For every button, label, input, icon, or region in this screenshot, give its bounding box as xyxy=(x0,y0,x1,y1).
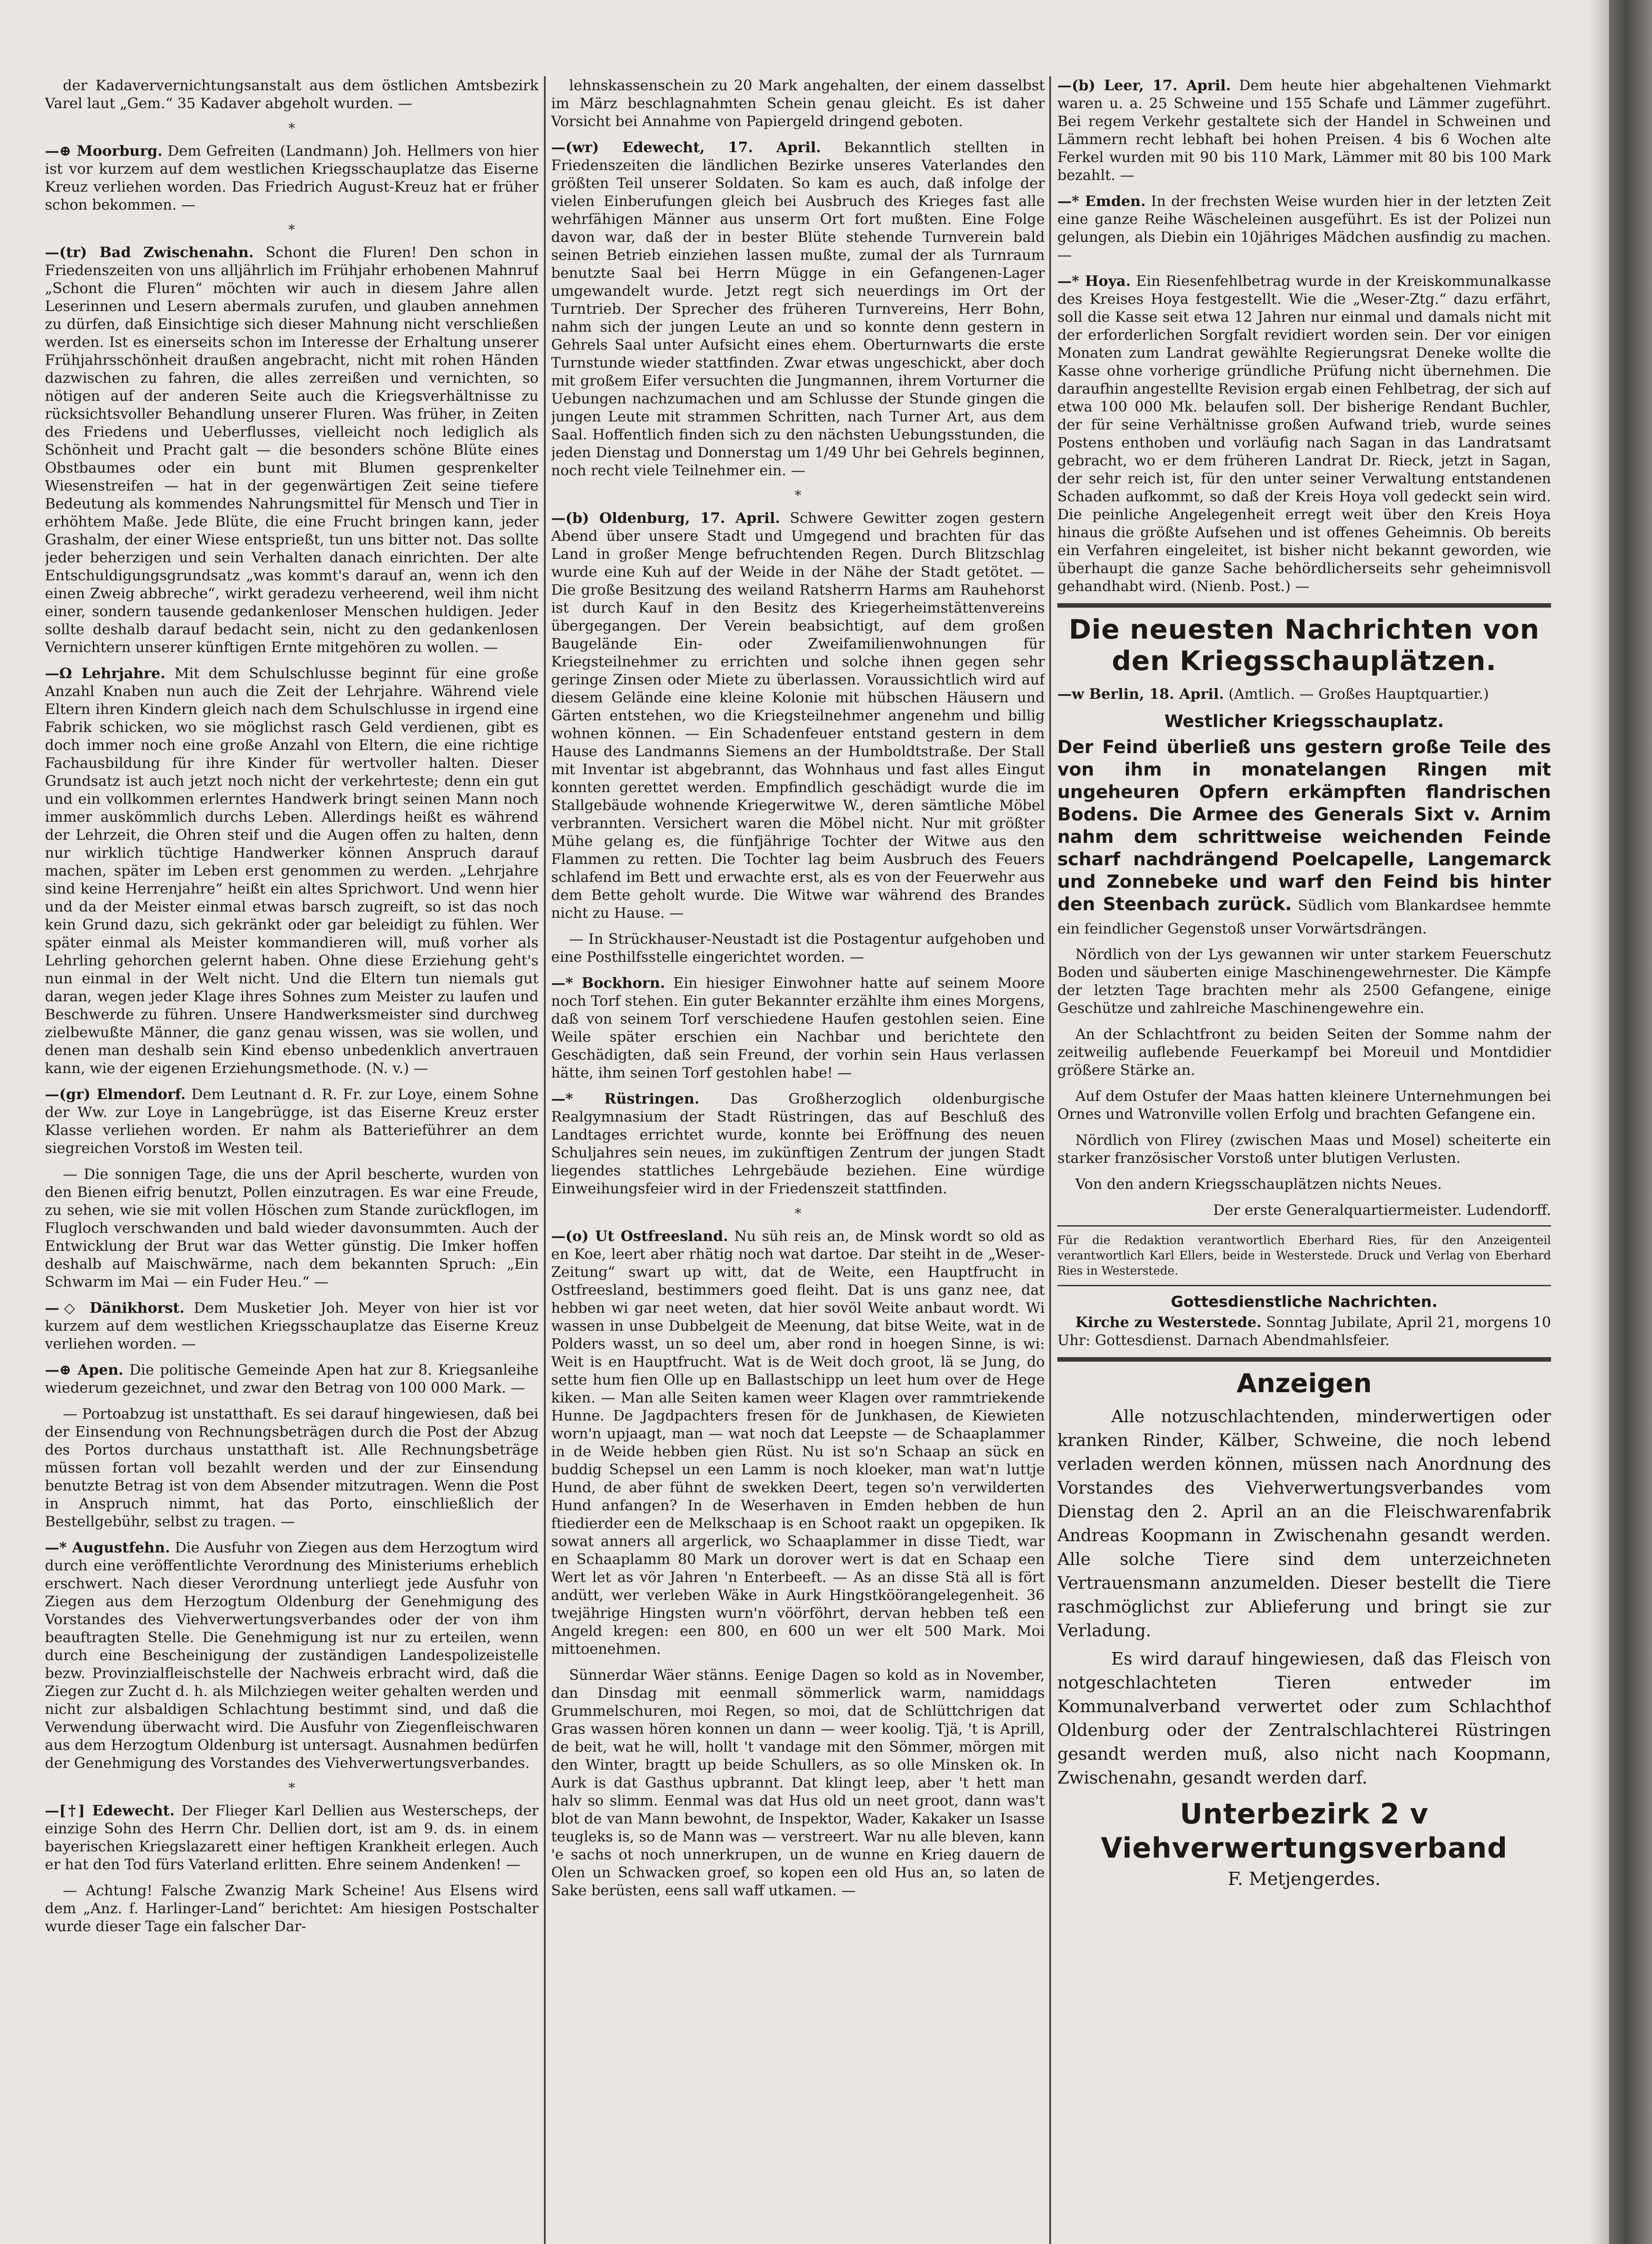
article-body: Dem Musketier Joh. Meyer von hier ist vor kurzem auf dem westlichen Kriegsschauplatze das Eiserne Kreuz verliehen worden. — xyxy=(45,1299,539,1352)
war-report-paragraph: Von den andern Kriegsschauplätzen nichts Neues. xyxy=(1075,1175,1442,1192)
war-report-signature: Der erste Generalquartiermeister. Ludendorff. xyxy=(1213,1201,1551,1218)
article-body: Der Flieger Karl Dellien aus Westerscheps, der einzige Sohn des Herrn Chr. Dellien dort, ist am 9. ds. in einem bayerischen Kriegslazarett einer heftigen Krankheit erlegen. Auch er hat den Tod fürs Vaterland erlitten. Ehre seinem Andenken! — xyxy=(45,1802,539,1873)
article-dateline: —⊕ Apen. xyxy=(45,1361,124,1378)
church-notice-title: Gottesdienstliche Nachrichten. xyxy=(1170,1293,1438,1311)
ads-divider xyxy=(1057,1357,1551,1362)
news-article xyxy=(45,1361,539,1397)
article-separator: * xyxy=(794,1206,802,1222)
news-article xyxy=(45,1165,539,1291)
war-report-lead: Der Feind überließ uns gestern große Teile des von ihm in monatelangen Ringen mit ungeheuren Opfern erkämpften flandrischen Bodens. Die Armee des Generals Sixt v. Arnim nahm dem schrittweise weichenden Feinde scharf nachdrängend Poelcapelle, Langemarck und Zonnebeke und warf den Feind bis hinter den Steenbach zurück. Südlich vom Blankardsee hemmte ein feindlicher Gegenstoß unser Vorwärtsdrängen. xyxy=(1057,737,1551,937)
ad-signature-org: Unterbezirk 2 v Viehverwertungsverband xyxy=(1100,1797,1508,1864)
article-separator: * xyxy=(288,222,295,238)
article-dateline: —* Bockhorn. xyxy=(551,974,665,991)
article-body: In der frechsten Weise wurden hier in der letzten Zeit eine ganze Reihe Wäscheleinen ausgeführt. Es ist der Polizei nun gelungen, als Diebin ein 10jähriges Mädchen ausfindig zu machen. — xyxy=(1057,193,1551,263)
imprint-divider-bottom xyxy=(1057,1285,1551,1286)
column-rule-left xyxy=(544,76,546,2244)
article-separator: * xyxy=(288,121,295,136)
article-body: Mit dem Schulschlusse beginnt für eine große Anzahl Knaben nun auch die Zeit der Lehrjahre. Während viele Eltern ihren Kindern gleich nach dem Schulschlusse in irgend eine Fabrik schicken, wo sie möglichst rasch Geld verdienen, gibt es doch immer noch eine große Anzahl von Eltern, die eine richtige Fachausbildung für ihre Kinder für wertvoller halten. Dieser Grundsatz ist auch jetzt noch nicht der verkehrteste; denn ein gut und ein vollkommen erlerntes Handwerk bringt seinen Mann noch immer auskömmlich durchs Leben. Allerdings heißt es während der Lehrzeit, die Ohren steif und die Augen offen zu halten, denn nur wirklich tüchtige Handwerker können Anspruch darauf machen, später im Leben erst genommen zu werden. „Lehrjahre sind keine Herrenjahre“ heißt ein altes Sprichwort. Und wenn hier und da der Meister einmal etwas barsch zugreift, so ist das noch kein Grund dazu, sich gekränkt oder gar beleidigt zu fühlen. Wer später einmal als Meister kommandieren will, muß vorher als Lehrling gehorchen gelernt haben. Ohne diese Erziehung geht's nun einmal in der Welt nicht. Und die Eltern tun niemals gut daran, wegen jeder Klage ihres Sohnes zum Meister zu laufen und Beschwerde zu führen. Unsere Handwerksmeister sind durchweg zielbewußte Männer, die ganz genau wissen, was sie wollen, und denen man deshalb sein Kind ebenso unbedenklich anvertrauen kann, wie der eigenen Erziehungsmethode. (N. v.) — xyxy=(45,665,539,1077)
news-article xyxy=(551,76,1045,130)
article-body: Bekanntlich stellten in Friedenszeiten die ländlichen Bezirke unseres Vaterlandes den größten Teil unserer Soldaten. So kam es auch, daß infolge der vielen Einberufungen gleich bei Ausbruch des Krieges fast alle wehrfähigen Männer aus unserm Ort fort mußten. Eine Folge davon war, daß der in bester Blüte stehende Turnverein bald seinen Betrieb einziehen lassen mußte, zumal der als Turnraum benutzte Saal bei Herrn Mügge in ein Gefangenen-Lager umgewandelt wurde. Jetzt regt sich neuerdings im Ort der Turntrieb. Der Sprecher des früheren Turnvereins, Herr Bohn, nahm sich der jungen Leute an und so konnte denn gestern in Gehrels Saal unter Aufsicht eines ehem. Oberturnwarts die erste Turnstunde wieder stattfinden. Zwar etwas ungeschickt, aber doch mit großem Eifer versuchten die Jungmannen, ihrem Vorturner die Uebungen nachzumachen und am Schlusse der Stunde gingen die jungen Leute mit strammen Schritten, nach Turner Art, aus dem Saal. Hoffentlich finden sich zu den nächsten Uebungsstunden, die jeden Dienstag und Donnerstag um 1/49 Uhr bei Gehrels beginnen, noch recht viele Teilnehmer ein. — xyxy=(551,139,1045,479)
section-divider xyxy=(1057,603,1551,608)
war-news-headline: Die neuesten Nachrichten von den Kriegsschauplätzen. xyxy=(1069,614,1540,677)
article-body: — Achtung! Falsche Zwanzig Mark Scheine! Aus Elsens wird dem „Anz. f. Harlinger-Land“ berichtet: Am hiesigen Postschalter wurde dieser Tage ein falscher Dar- xyxy=(45,1882,539,1935)
article-body: Sünnerdar Wäer stänns. Eenige Dagen so kold as in November, dan Dinsdag mit eenmall sömmerlick warm, namiddags Grummelschuren, moi Regen, so moi, dat de Schlüttchrigen dat Gras wassen hören konnen un dann — weer koolig. Tjä, 't is Aprill, de beit, wat he will, hollt 't vandage mit den Sömmer, mörgen mit den Winter, bragtt up beide Schullers, as so olle Minsken ok. In Aurk is dat Gasthus upbrannt. Dat klingt leep, aber 't hett man halv so slimm. Eenmal was dat Hus old un neet groot, dann was't blot de van Mann bewohnt, de Inspektor, Wader, Kakaker un Isasse teugleks is, so de Mann was — verstreert. War nu alle bleven, kann 'e sachs ot noch unnerkrupen, un de wunne en Krieg dauern de Olen un Schwacken groef, so kopen een old Hus an, so laten de Sake berüsten, eens sall waff utkamen. — xyxy=(551,1666,1045,1899)
article-dateline: —⊕ Moorburg. xyxy=(45,142,162,159)
column-left xyxy=(45,76,539,2244)
ads-heading: Anzeigen xyxy=(1236,1368,1372,1398)
article-body: — Portoabzug ist unstatthaft. Es sei darauf hingewiesen, daß bei der Einsendung von Rechnungsbeträgen durch die Post der Abzug des Portos durchaus unstatthaft ist. Alle Rechnungsbeträge müssen fortan voll bezahlt werden und der zur Einsendung benutzte Betrag ist von dem Absender mitzutragen. Wenn die Post in Anspruch nimmt, hat das Porto, einschließlich der Bestellgebühr, selbst zu tragen. — xyxy=(45,1405,539,1530)
article-body: Dem Gefreiten (Landmann) Joh. Hellmers von hier ist vor kurzem auf dem westlichen Kriegsschauplatze das Eiserne Kreuz verliehen worden. Das Friedrich August-Kreuz hat er früher schon bekommen. — xyxy=(45,142,539,213)
article-dateline: —* Rüstringen. xyxy=(551,1090,700,1107)
war-report-paragraph: Nördlich von der Lys gewannen wir unter starkem Feuerschutz Boden und säuberten einige Maschinengewehrnester. Die Kämpfe der letzten Tage brachten mehr als 2500 Gefangene, einige Geschütze und zahlreiche Maschinengewehre ein. xyxy=(1057,946,1551,1017)
news-article xyxy=(45,76,539,112)
news-article xyxy=(551,1227,1045,1658)
imprint: Für die Redaktion verantwortlich Eberhard Ries, für den Anzeigenteil verantwortlich Karl Ellers, beide in Westerstede. Druck und Verlag von Eberhard Ries in Westerstede. xyxy=(1057,1234,1551,1278)
article-body: Dem heute hier abgehaltenen Viehmarkt waren u. a. 25 Schweine und 155 Schafe und Lämmer zugeführt. Bei regem Verkehr gestaltete sich der Handel in Schweinen und Lämmern recht lebhaft bei hohen Preisen. 4 bis 6 Wochen alte Ferkel wurden mit 90 bis 110 Mark, Lämmer mit 80 bis 100 Mark bezahlt. — xyxy=(1057,77,1551,184)
article-body: Nu süh reis an, de Minsk wordt so old as en Koe, leert aber rhätig noch wat dartoe. Dar steiht in de „Weser-Zeitung“ swart up witt, dat de Weite, een Hauptfrucht in Ostfreesland, bestimmers goed fleiht. Dat is uns ganz nee, dat hebben wi gar neet weten, dat hier sovöl Weite anbaut wordt. Wi wassen in unse Dubbelgeit de Meenung, dat bitse Weite, wat in de Polders wasst, un so deel um, aber rond in hoegen Sinne, is wi: Weit is en Hauptfrucht. Wat is de Weit doch groot, lä se Jung, do sette hum fien Olle up en Ballastschipp un leet hum over de Hege kiken. — Man alle Seiten kamen weer Klagen over rammtriekende Hunne. De Jagdpachters fresen för de Junkhasen, de Kiewieten worn'n upjaagt, man — wat noch dat Leepste — de Schaaplammer in de Weide hebben gien Rüst. Nu ist so'n Schaap an sück en buddig Schepsel un een Lamm is noch kloeker, man wat'n luttje Hund, de aber fühnt de swekken Deert, tegen so'n verwilderten Hund anfangen? In de Weserhaven in Emden hebben de hun ftiedierder een de Melkschaap is en Schoot raakt un opgepiken. Ik sowat anners all argerlick, wo Schaaplammer in disse Tiedt, war en Schaaplamm 80 Mark un dorover wert is dat en Schaap een Wert let as vör Jahren 'n Enterbeeft. — As an disse Stä all is fört andütt, wer verleben Wäke in Aurk Hingstköörangelegenheit. 36 twejährige Hingsten wurn'n vöörföhrt, dervan hebben teß een Angeld kregen: een 800, en 600 un wer elt 500 Mark. Moi mittoenehmen. xyxy=(551,1227,1045,1657)
ad-signature-name: F. Metjengerdes. xyxy=(1227,1869,1381,1889)
article-dateline: —Ω Lehrjahre. xyxy=(45,665,166,682)
news-article xyxy=(551,1090,1045,1197)
news-article xyxy=(45,664,539,1077)
page-fold-shadow xyxy=(1589,0,1609,2244)
war-report-paragraph: Auf dem Ostufer der Maas hatten kleinere Unternehmungen bei Ornes und Watronville vollen Erfolg und brachten Gefangene ein. xyxy=(1057,1087,1551,1122)
column-rule-right xyxy=(1049,76,1051,2244)
ad-paragraph: Es wird darauf hingewiesen, daß das Fleisch von notgeschlachteten Tieren entweder im Kommunalverband verwertet oder zum Schlachthof Oldenburg oder der Zentralschlachterei Rüstringen gesandt werden muß, also nicht nach Koopmann, Zwischenahn, gesandt werden darf. xyxy=(1057,1649,1551,1788)
article-body: Die Ausfuhr von Ziegen aus dem Herzogtum wird durch eine veröffentlichte Verordnung des Ministeriums erheblich erschwert. Nach dieser Verordnung unterliegt jede Ausfuhr von Ziegen aus dem Herzogtum Oldenburg der Genehmigung des Vorstandes des Viehverwertungsverbandes oder der von ihm beauftragten Stelle. Die Genehmigung ist nur zu erteilen, wenn durch eine Bescheinigung der zuständigen Landespolizeistelle bezw. Provinzialfleischstelle der Nachweis erbracht wird, daß die Ziegen zur Zucht d. h. als Milchziegen weiter gehalten werden und nicht zur alsbaldigen Schlachtung bestimmt sind, und daß die Verwendung überwacht wird. Die Ausfuhr von Ziegenfleischwaren aus dem Herzogtum Oldenburg ist untersagt. Ausnahmen bedürfen der Genehmigung des Vorstandes des Viehverwertungsverbandes. xyxy=(45,1539,539,1771)
news-article xyxy=(45,1085,539,1157)
imprint-divider xyxy=(1057,1225,1551,1227)
news-article xyxy=(45,1881,539,1935)
news-article xyxy=(1057,272,1551,595)
column-right xyxy=(1057,76,1551,2244)
article-body: Schont die Fluren! Den schon in Friedenszeiten von uns alljährlich im Frühjahr erhobenen Mahnruf „Schont die Fluren“ möchten wir auch in diesem Jahre allen Leserinnen und Lesern abermals zurufen, und glauben annehmen zu dürfen, daß Einsichtige sich dieser Mahnung nicht verschließen werden. Ist es einerseits schon im Interesse der Erhaltung unserer Frühjahrsschönheit draußen angebracht, nicht mit rohen Händen dazwischen zu fahren, die alles zerreißen und vernichten, so nötigen auf der anderen Seite auch die Kriegsverhältnisse zu rücksichtsvoller Behandlung unserer Fluren. Was früher, in Zeiten des Friedens und Ueberflusses, vielleicht noch lediglich als Schönheit und Pracht galt — die besonders schöne Blüte eines Obstbaumes oder ein bunt mit Blumen gesprenkelter Wiesenstreifen — hat in der gegenwärtigen Zeit seine tiefere Bedeutung als kommendes Nahrungsmittel für Mensch und Tier in erhöhtem Maße. Jede Blüte, die eine Frucht bringen kann, jeder Grashalm, der einer Wiese entsprießt, tun uns bitter not. Das sollte jeder beherzigen und sein Verhalten danach einrichten. Der alte Entschuldigungsgrundsatz „was kommt's darauf an, wenn ich den einen Zweig abbreche“, wirkt geradezu verheerend, weil ihm nicht einer, sondern tausende gedankenloser Menschen huldigen. Jeder sollte deshalb darauf bedacht sein, nicht zu den gedankenlosen Vernichtern unserer künftigen Ernte mitgehören zu wollen. — xyxy=(45,244,539,656)
scan-background-edge xyxy=(1609,0,1652,2244)
article-body: Die politische Gemeinde Apen hat zur 8. Kriegsanleihe wiederum gezeichnet, und zwar den Betrag von 100 000 Mark. — xyxy=(45,1361,539,1396)
article-dateline: —◇ Dänikhorst. xyxy=(45,1299,185,1316)
news-article xyxy=(45,1538,539,1772)
article-body: lehnskassenschein zu 20 Mark angehalten, der einem dasselbst im März beschlagnahmten Schein genau gleicht. Es ist daher Vorsicht bei Annahme von Papiergeld dringend geboten. xyxy=(551,77,1045,130)
news-article xyxy=(45,142,539,214)
article-dateline: —(o) Ut Ostfreesland. xyxy=(551,1227,728,1245)
war-news-dateline: —w Berlin, 18. April. (Amtlich. — Großes Hauptquartier.) xyxy=(1057,685,1489,702)
article-dateline: —* Hoya. xyxy=(1057,272,1131,289)
article-dateline: —(tr) Bad Zwischenahn. xyxy=(45,244,254,261)
article-body: Ein Riesenfehlbetrag wurde in der Kreiskommunalkasse des Kreises Hoya festgestellt. Wie die „Weser-Ztg.“ dazu erfährt, soll die Kasse seit etwa 12 Jahren nur einmal und damals nicht mit der erforderlichen Sorgfalt revidiert worden sein. Der vor einigen Monaten zum Landrat gewählte Regierungsrat Deneke wollte die Kasse ohne vorherige gründliche Prüfung nicht übernehmen. Die daraufhin angestellte Revision ergab einen Fehlbetrag, der sich auf etwa 100 000 Mk. belaufen soll. Der bisherige Rendant Buchler, der für seine Verhältnisse großen Aufwand trieb, wurde seines Postens enthoben und vorläufig nach Sagan in das Landratsamt gebracht, wo er dem früheren Landrat Dr. Rieck, jetzt in Sagan, der sehr reich ist, für den unter seiner Verwaltung entstandenen Schaden aufkommt, so daß der Kreis Hoya voll gedeckt sein wird. Die peinliche Angelegenheit erregt weit über den Kreis Hoya hinaus die größte Aufsehen und ist offenes Geheimnis. Ob bereits ein Verfahren eingeleitet, ist bisher nicht bekannt geworden, wie überhaupt die ganze Sache behördlicherseits sehr geheimnisvoll gehandhabt wird. (Nienb. Post.) — xyxy=(1057,272,1551,595)
news-article xyxy=(1057,76,1551,184)
article-dateline: —* Augustfehn. xyxy=(45,1539,170,1556)
news-article xyxy=(551,509,1045,922)
news-article xyxy=(551,974,1045,1082)
news-article xyxy=(45,1299,539,1353)
ad-paragraph: Alle notzuschlachtenden, minderwertigen oder kranken Rinder, Kälber, Schweine, die noch lebend verladen werden können, müssen nach Anordnung des Vorstandes des Viehverwertungsverbandes vom Dienstag den 2. April an an die Fleischwarenfabrik Andreas Koopmann in Zwischenahn gesandt werden. Alle solche Tiere sind dem unterzeichneten Vertrauensmann anzumelden. Dieser bestellt die Tiere raschmöglichst zur Ablieferung und bringt sie zur Verladung. xyxy=(1057,1407,1551,1640)
war-report-paragraph: Nördlich von Flirey (zwischen Maas und Mosel) scheiterte ein starker französischer Vorstoß unter blutigen Verlusten. xyxy=(1057,1131,1551,1166)
article-separator: * xyxy=(288,1780,295,1796)
western-front-heading: Westlicher Kriegsschauplatz. xyxy=(1164,711,1444,731)
article-dateline: —(wr) Edewecht, 17. April. xyxy=(551,139,821,156)
article-body: Ein hiesiger Einwohner hatte auf seinem Moore noch Torf stehen. Ein guter Bekannter erzählte ihm eines Morgens, daß von seinem Torf verschiedene Haufen gestohlen seien. Eine Weile später erschien ein Nachbar und berichtete den Geschädigten, daß sein Freund, der vorhin sein Haus verlassen hätte, ihm seinen Torf gestohlen habe! — xyxy=(551,974,1045,1081)
article-dateline: —* Emden. xyxy=(1057,193,1146,210)
article-body: Schwere Gewitter zogen gestern Abend über unsere Stadt und Umgegend und brachten für das Land in großer Menge befruchtenden Regen. Durch Blitzschlag wurde eine Kuh auf der Weide in der Nähe der Stadt getötet. — Die große Besitzung des weiland Ratsherrn Harms am Rauhehorst ist durch Kauf in den Besitz des Kriegerheimstättenvereins übergegangen. Der Verein beabsichtigt, auf dem großen Baugelände Ein- oder Zweifamilienwohnungen für Kriegsteilnehmer zu errichten und solche ihnen gegen sehr geringe Zinsen oder Miete zu überlassen. Voraussichtlich wird auf diesem Gelände eine kleine Kolonie mit hübschen Häusern und Gärten entstehen, wo die Kriegsteilnehmer angenehm und billig wohnen können. — Ein Schadenfeuer entstand gestern in dem Hause des Landmanns Siemens an der Humboldtstraße. Der Stall mit Inventar ist abgebrannt, das Wohnhaus und fast alles Eingut konnten gerettet werden. Empfindlich geschädigt wurde die im Stallgebäude wohnende Kriegerwitwe W., deren sämtliche Möbel verbrannten. Versichert waren die Möbel nicht. Nur mit größter Mühe gelang es, die fünfjährige Tochter der Witwe aus den Flammen zu retten. Die Tochter lag beim Ausbruch des Feuers schlafend im Bett und erwachte erst, als es von der Feuerwehr aus dem Bette geholt wurde. Die Witwe war während des Brandes nicht zu Hause. — xyxy=(551,509,1045,921)
news-article xyxy=(1057,192,1551,264)
article-dateline: —(b) Oldenburg, 17. April. xyxy=(551,509,780,526)
news-article xyxy=(551,138,1045,479)
article-body: Dem Leutnant d. R. Fr. zur Loye, einem Sohne der Ww. zur Loye in Langebrügge, ist das Eiserne Kreuz erster Klasse verliehen worden. Er nahm als Batterieführer an dem siegreichen Vorstoß im Westen teil. xyxy=(45,1086,539,1157)
article-body: — Die sonnigen Tage, die uns der April bescherte, wurden von den Bienen eifrig benutzt, Pollen einzutragen. Es war eine Freude, zu sehen, wie sie mit vollen Höschen zum Stande zurückflogen, im Flugloch verschwanden und bald wieder davonsummten. Auch der Entwicklung der Brut war das Wetter günstig. Die Imker hoffen deshalb auf Maischwärme, nach dem bekannten Spruch: „Ein Schwarm im Mai — ein Fuder Heu.“ — xyxy=(45,1166,539,1290)
article-body: Das Großherzoglich oldenburgische Realgymnasium der Stadt Rüstringen, das auf Beschluß des Landtages errichtet wurde, konnte bei Eröffnung des neuen Schuljahres sein neues, im zukünftigen Zentrum der jungen Stadt liegendes stattliches Lehrgebäude beziehen. Eine würdige Einweihungsfeier wird in der Friedenszeit stattfinden. xyxy=(551,1090,1045,1197)
news-article xyxy=(551,1666,1045,1899)
news-article xyxy=(45,1801,539,1873)
article-dateline: —(gr) Elmendorf. xyxy=(45,1086,186,1103)
article-separator: * xyxy=(794,488,802,504)
local-news-right xyxy=(1057,76,1551,595)
news-article xyxy=(45,1405,539,1530)
column-middle xyxy=(551,76,1045,2244)
article-body: der Kadaververnichtungsanstalt aus dem östlichen Amtsbezirk Varel laut „Gem.“ 35 Kadaver abgeholt wurden. — xyxy=(45,77,539,112)
article-dateline: —[†] Edewecht. xyxy=(45,1802,175,1819)
article-dateline: —(b) Leer, 17. April. xyxy=(1057,77,1231,94)
church-notice: Kirche zu Westerstede. Sonntag Jubilate, April 21, morgens 10 Uhr: Gottesdienst. Darnach Abendmahlsfeier. xyxy=(1057,1314,1551,1349)
news-article xyxy=(45,243,539,656)
news-article xyxy=(551,930,1045,966)
article-body: — In Strückhauser-Neustadt ist die Postagentur aufgehoben und eine Posthilfsstelle eingerichtet worden. — xyxy=(551,930,1045,965)
war-report-paragraph: An der Schlachtfront zu beiden Seiten der Somme nahm der zeitweilig auflebende Feuerkampf bei Moreuil und Montdidier größere Stärke an. xyxy=(1057,1026,1551,1078)
